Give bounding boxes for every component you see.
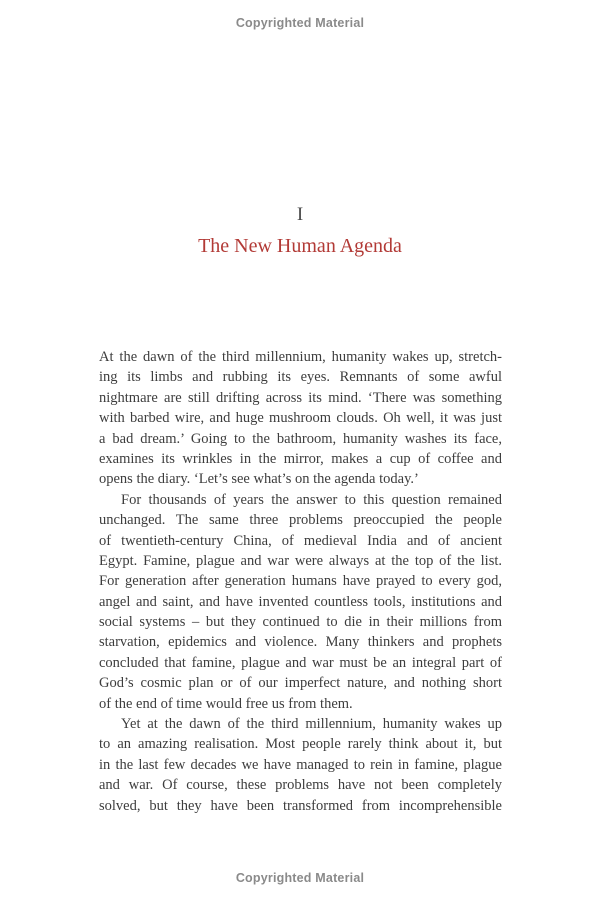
body-line: unchanged. The same three problems preoccupied the people — [99, 512, 502, 529]
body-line: to an amazing realisation. Most people rarely think about it, but — [99, 736, 502, 753]
paragraph — [99, 490, 502, 714]
body-line: starvation, epidemics and violence. Many thinkers and prophets — [99, 634, 502, 651]
body-line: angel and saint, and have invented countless tools, institutions and — [99, 593, 502, 610]
body-line: God’s cosmic plan or of our imperfect nature, and nothing short — [99, 675, 502, 692]
body-line: a bad dream.’ Going to the bathroom, humanity washes its face, — [99, 430, 502, 447]
body-line: with barbed wire, and huge mushroom clouds. Oh well, it was just — [99, 410, 502, 427]
chapter-number: I — [296, 204, 304, 225]
body-line: opens the diary. ‘Let’s see what’s on the agenda today.’ — [99, 471, 419, 488]
body-line: and war. Of course, these problems have not been completely — [99, 777, 502, 794]
copyright-notice-top: Copyrighted Material — [235, 16, 365, 30]
body-line: nightmare are still drifting across its mind. ‘There was something — [99, 389, 502, 406]
body-text — [99, 347, 502, 816]
body-line: solved, but they have been transformed from incomprehensible — [99, 797, 502, 814]
body-line: social systems – but they continued to die in their millions from — [99, 614, 502, 631]
body-line: of twentieth-century China, of medieval India and of ancient — [99, 532, 502, 549]
body-line: At the dawn of the third millennium, humanity wakes up, stretch- — [99, 349, 502, 365]
chapter-title: The New Human Agenda — [198, 235, 402, 257]
body-line: in the last few decades we have managed to rein in famine, plague — [99, 756, 502, 773]
body-line: of the end of time would free us from them. — [99, 695, 353, 712]
body-line: Egypt. Famine, plague and war were always at the top of the list. — [99, 552, 502, 569]
body-line: For thousands of years the answer to this question remained — [121, 491, 502, 508]
body-line: examines its wrinkles in the mirror, makes a cup of coffee and — [99, 450, 502, 467]
paragraph — [99, 347, 502, 490]
body-line: concluded that famine, plague and war must be an integral part of — [99, 654, 502, 671]
paragraph — [99, 714, 502, 816]
body-line: Yet at the dawn of the third millennium, humanity wakes up — [121, 716, 502, 733]
body-line: For generation after generation humans have prayed to every god, — [99, 573, 502, 590]
copyright-notice-bottom: Copyrighted Material — [235, 871, 365, 885]
body-line: ing its limbs and rubbing its eyes. Remnants of some awful — [99, 369, 502, 386]
